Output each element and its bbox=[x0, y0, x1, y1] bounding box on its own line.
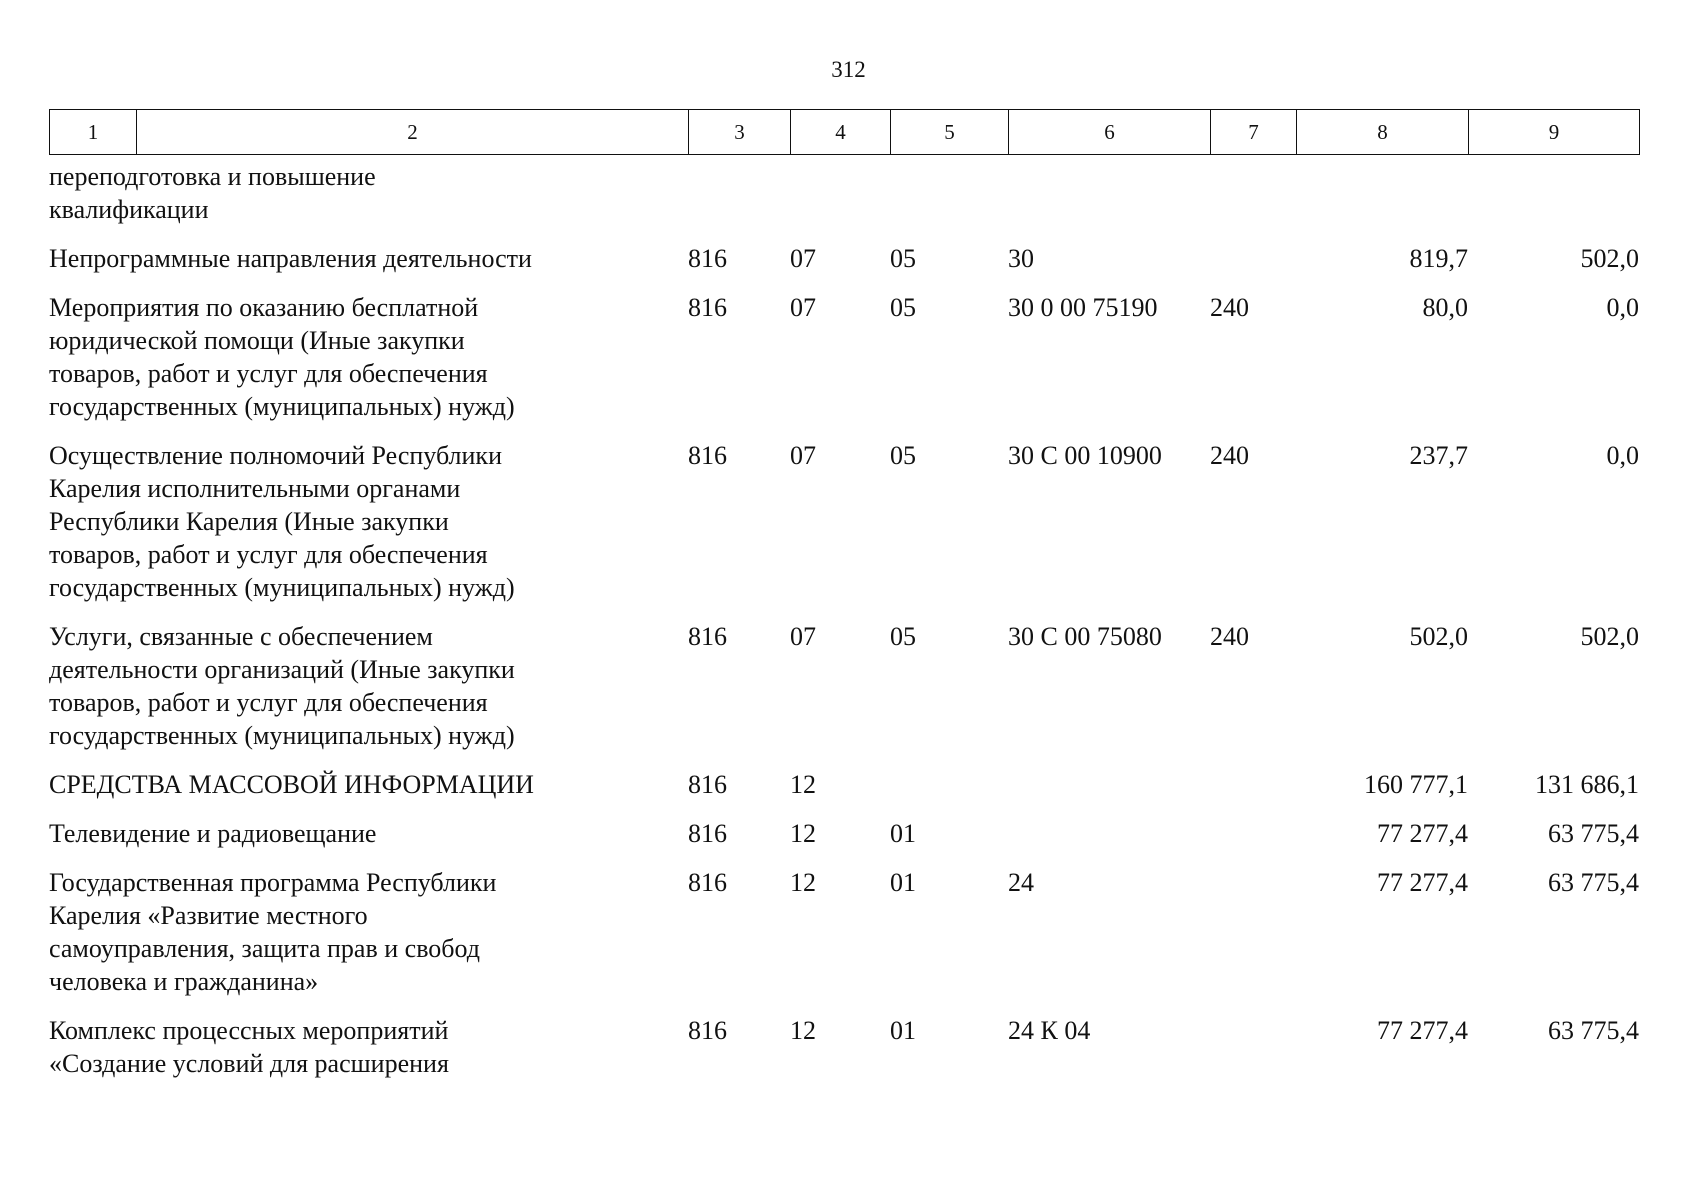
cell-code-3: 816 bbox=[688, 868, 727, 897]
header-cell-7: 7 bbox=[1211, 110, 1297, 155]
cell-code-3: 816 bbox=[688, 819, 727, 848]
cell-name: переподготовка и повышение квалификации bbox=[49, 162, 376, 224]
cell-code-4: 12 bbox=[790, 819, 816, 848]
cell-code-6 bbox=[1008, 768, 1210, 817]
cell-amount-9: 0,0 bbox=[1606, 293, 1639, 322]
table-row bbox=[49, 817, 1639, 866]
budget-table bbox=[49, 160, 1639, 1096]
header-cell-2: 2 bbox=[137, 110, 689, 155]
cell-code-7: 240 bbox=[1210, 293, 1249, 322]
cell-amount-8: 77 277,4 bbox=[1377, 819, 1468, 848]
header-row bbox=[50, 110, 1640, 155]
cell-code-7 bbox=[1210, 242, 1296, 291]
table-row bbox=[49, 768, 1639, 817]
cell-code-7 bbox=[1210, 817, 1296, 866]
page-number: 312 bbox=[831, 57, 866, 82]
cell-name: Осуществление полномочий Республики Карелия исполнительными органами Республики Карелия (Иные закупки товаров, работ и услуг для обеспечения государственных (муниципальных) нужд) bbox=[49, 441, 515, 602]
cell-code-7 bbox=[1210, 160, 1296, 242]
cell-code-3: 816 bbox=[688, 293, 727, 322]
header-cell-5: 5 bbox=[891, 110, 1009, 155]
cell-code-7 bbox=[1210, 1014, 1296, 1096]
cell-name: Комплекс процессных мероприятий «Создание условий для расширения bbox=[49, 1016, 449, 1078]
cell-amount-9: 63 775,4 bbox=[1548, 819, 1639, 848]
cell-code-5: 05 bbox=[890, 244, 916, 273]
cell-code-7: 240 bbox=[1210, 622, 1249, 651]
cell-code-4: 12 bbox=[790, 1016, 816, 1045]
cell-name: СРЕДСТВА МАССОВОЙ ИНФОРМАЦИИ bbox=[49, 770, 534, 799]
cell-code-4 bbox=[790, 160, 890, 242]
cell-amount-9: 63 775,4 bbox=[1548, 1016, 1639, 1045]
cell-code-6: 30 С 00 10900 bbox=[1008, 441, 1162, 470]
table-row bbox=[49, 620, 1639, 768]
cell-code-4: 07 bbox=[790, 244, 816, 273]
cell-amount-8: 237,7 bbox=[1409, 441, 1468, 470]
cell-code-5: 01 bbox=[890, 868, 916, 897]
cell-amount-8: 160 777,1 bbox=[1364, 770, 1468, 799]
cell-amount-8: 80,0 bbox=[1422, 293, 1468, 322]
cell-code-5: 05 bbox=[890, 622, 916, 651]
column-number-header bbox=[49, 109, 1640, 155]
cell-amount-9: 63 775,4 bbox=[1548, 868, 1639, 897]
cell-amount-8: 77 277,4 bbox=[1377, 868, 1468, 897]
cell-amount-9: 0,0 bbox=[1606, 441, 1639, 470]
cell-code-3: 816 bbox=[688, 441, 727, 470]
table-row bbox=[49, 242, 1639, 291]
cell-code-3 bbox=[688, 160, 790, 242]
cell-amount-8: 819,7 bbox=[1409, 244, 1468, 273]
cell-code-3: 816 bbox=[688, 770, 727, 799]
cell-code-4: 07 bbox=[790, 622, 816, 651]
cell-amount-9: 131 686,1 bbox=[1535, 770, 1639, 799]
header-cell-9: 9 bbox=[1469, 110, 1640, 155]
cell-code-4: 07 bbox=[790, 293, 816, 322]
header-cell-4: 4 bbox=[791, 110, 891, 155]
cell-code-6 bbox=[1008, 160, 1210, 242]
table-row bbox=[49, 1014, 1639, 1096]
cell-code-6 bbox=[1008, 817, 1210, 866]
cell-code-7: 240 bbox=[1210, 441, 1249, 470]
cell-code-4: 12 bbox=[790, 770, 816, 799]
cell-name: Государственная программа Республики Карелия «Развитие местного самоуправления, защита прав и свобод человека и гражданина» bbox=[49, 868, 497, 996]
cell-amount-8: 502,0 bbox=[1409, 622, 1468, 651]
cell-code-5 bbox=[890, 160, 1008, 242]
cell-code-6: 30 0 00 75190 bbox=[1008, 293, 1158, 322]
cell-code-7 bbox=[1210, 866, 1296, 1014]
cell-name: Услуги, связанные с обеспечением деятельности организаций (Иные закупки товаров, работ и услуг для обеспечения государственных (муниципальных) нужд) bbox=[49, 622, 515, 750]
cell-code-6: 30 bbox=[1008, 244, 1034, 273]
cell-code-4: 12 bbox=[790, 868, 816, 897]
cell-name: Телевидение и радиовещание bbox=[49, 819, 377, 848]
table-row bbox=[49, 439, 1639, 620]
table-row bbox=[49, 160, 1639, 242]
cell-name: Мероприятия по оказанию бесплатной юридической помощи (Иные закупки товаров, работ и услуг для обеспечения государственных (муниципальных) нужд) bbox=[49, 293, 515, 421]
cell-code-5: 01 bbox=[890, 819, 916, 848]
table-row bbox=[49, 291, 1639, 439]
cell-amount-9: 502,0 bbox=[1580, 622, 1639, 651]
cell-code-6: 24 bbox=[1008, 868, 1034, 897]
header-cell-1: 1 bbox=[50, 110, 137, 155]
header-cell-8: 8 bbox=[1297, 110, 1469, 155]
cell-name: Непрограммные направления деятельности bbox=[49, 244, 532, 273]
cell-code-3: 816 bbox=[688, 244, 727, 273]
table-row bbox=[49, 866, 1639, 1014]
cell-amount-9 bbox=[1468, 160, 1639, 242]
cell-code-5: 01 bbox=[890, 1016, 916, 1045]
cell-amount-9: 502,0 bbox=[1580, 244, 1639, 273]
cell-code-4: 07 bbox=[790, 441, 816, 470]
cell-amount-8: 77 277,4 bbox=[1377, 1016, 1468, 1045]
cell-code-6: 24 К 04 bbox=[1008, 1016, 1091, 1045]
cell-amount-8 bbox=[1296, 160, 1468, 242]
cell-code-5: 05 bbox=[890, 441, 916, 470]
table-body bbox=[49, 160, 1639, 1096]
header-cell-3: 3 bbox=[689, 110, 791, 155]
header-cell-6: 6 bbox=[1009, 110, 1211, 155]
cell-code-6: 30 С 00 75080 bbox=[1008, 622, 1162, 651]
cell-code-7 bbox=[1210, 768, 1296, 817]
cell-code-3: 816 bbox=[688, 1016, 727, 1045]
cell-code-3: 816 bbox=[688, 622, 727, 651]
cell-code-5: 05 bbox=[890, 293, 916, 322]
cell-code-5 bbox=[890, 768, 1008, 817]
